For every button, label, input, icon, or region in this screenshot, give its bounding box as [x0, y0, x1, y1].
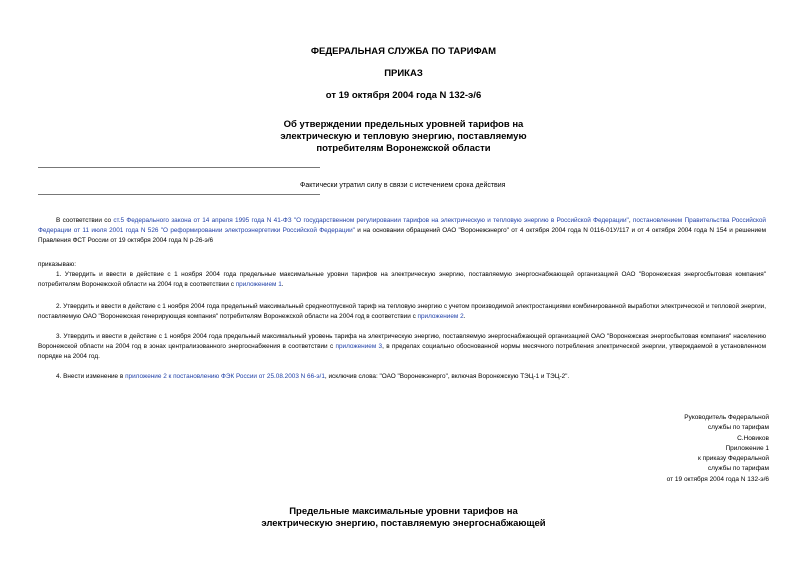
divider — [38, 194, 320, 195]
signer-title: службы по тарифам — [707, 424, 769, 432]
subject-line: потребителям Воронежской области — [316, 143, 491, 154]
document-type: ПРИКАЗ — [384, 68, 423, 79]
ordering-word: приказываю: — [38, 261, 76, 268]
signature-block — [667, 413, 769, 485]
appendix-3-link[interactable]: приложением 3 — [335, 343, 383, 350]
signer-title: Руководитель Федеральной — [684, 414, 769, 421]
item-text: 2. Утвердить и ввести в действие с 1 ноября 2004 года предельный максимальный среднеотпускной тариф на тепловую энергию с учетом производимой электростанциями комбинированной выработки электрической и тепловой энергии, поставляемую ОАО "Воронежская генерирующая компания" потребителям Воронежской области на 2004 год в соответствии с — [38, 303, 766, 320]
appendix-title-line: Предельные максимальные уровни тарифов на — [289, 506, 518, 517]
preamble-text: и на основании обращений ОАО "Воронежэнерго" от 4 октября 2004 года N 0116-01У/117 и от 4 октября 2004 года N 154 и решением Правления ФСТ России от 19 октября 2004 года N р-26-э/6 — [38, 227, 767, 244]
order-item-1 — [38, 270, 766, 290]
signer-name: С.Новиков — [737, 434, 769, 442]
document-subject — [0, 119, 807, 155]
order-item-2 — [38, 302, 766, 322]
agency-name: ФЕДЕРАЛЬНАЯ СЛУЖБА ПО ТАРИФАМ — [310, 46, 497, 57]
appendix-2-link[interactable]: приложением 2 — [417, 313, 464, 320]
preamble-text: В соответствии со — [56, 217, 114, 224]
item-text: , исключив слова: "ОАО "Воронежэнерго", включая Воронежскую ТЭЦ-1 и ТЭЦ-2". — [324, 373, 570, 380]
subject-line: электрическую и тепловую энергию, поставляемую — [280, 131, 527, 142]
appendix-title-line: электрическую энергию, поставляемую энергоснабжающей — [261, 518, 546, 529]
item-text: 4. Внести изменение в — [56, 373, 126, 380]
subject-line: Об утверждении предельных уровней тарифов на — [283, 119, 524, 130]
document-date-number: от 19 октября 2004 года N 132-э/6 — [325, 90, 482, 101]
government-decree-link[interactable]: постановлением Правительства Российской Федерации от 11 июля 2001 года N 526 "О реформировании электроэнергетики Российской Федерации" — [38, 217, 766, 234]
order-item-3 — [38, 332, 766, 362]
federal-law-link[interactable]: ст.5 Федерального закона от 14 апреля 1995 года N 41-ФЗ "О государственном регулировании тарифов на электрическую и тепловую энергию в Российской Федерации" — [113, 217, 629, 224]
appendix-reference: к приказу Федеральной — [698, 455, 769, 463]
appendix-1-link[interactable]: приложением 1 — [235, 281, 282, 288]
appendix-title — [0, 506, 807, 530]
order-item-4 — [38, 372, 766, 382]
fek-decree-appendix-link[interactable]: приложение 2 к постановлению ФЭК России от 25.08.2003 N 66-э/1 — [125, 373, 325, 380]
appendix-reference: службы по тарифам — [707, 465, 769, 473]
appendix-reference: от 19 октября 2004 года N 132-э/6 — [666, 475, 769, 483]
preamble-text: , — [628, 217, 633, 224]
item-text: 3. Утвердить и ввести в действие с 1 ноября 2004 года предельный максимальный уровень тарифа на электрическую энергию, поставляемую энергоснабжающей организацией ОАО "Воронежская энергосбытовая компания" населению Воронежской области на 2004 год в зонах централизованного энергоснабжения в соответствии с — [38, 333, 766, 350]
item-text: . — [463, 313, 466, 320]
item-text: . — [281, 281, 284, 288]
item-text: 1. Утвердить и ввести в действие с 1 ноября 2004 года предельные максимальные уровни тарифов на электрическую энергию, поставляемую энергоснабжающей организацией ОАО "Воронежская энергосбытовая компания" потребителям Воронежской области на 2004 год в соответствии с — [38, 271, 766, 288]
divider — [38, 167, 320, 168]
item-text: , в пределах социально обоснованной нормы месячного потребления электрической энергии, утверждаемой в установленном порядке на 2004 год. — [38, 343, 767, 360]
appendix-label: Приложение 1 — [725, 444, 769, 452]
status-note: Фактически утратил силу в связи с истечением срока действия — [300, 182, 506, 189]
preamble-paragraph — [38, 216, 766, 246]
